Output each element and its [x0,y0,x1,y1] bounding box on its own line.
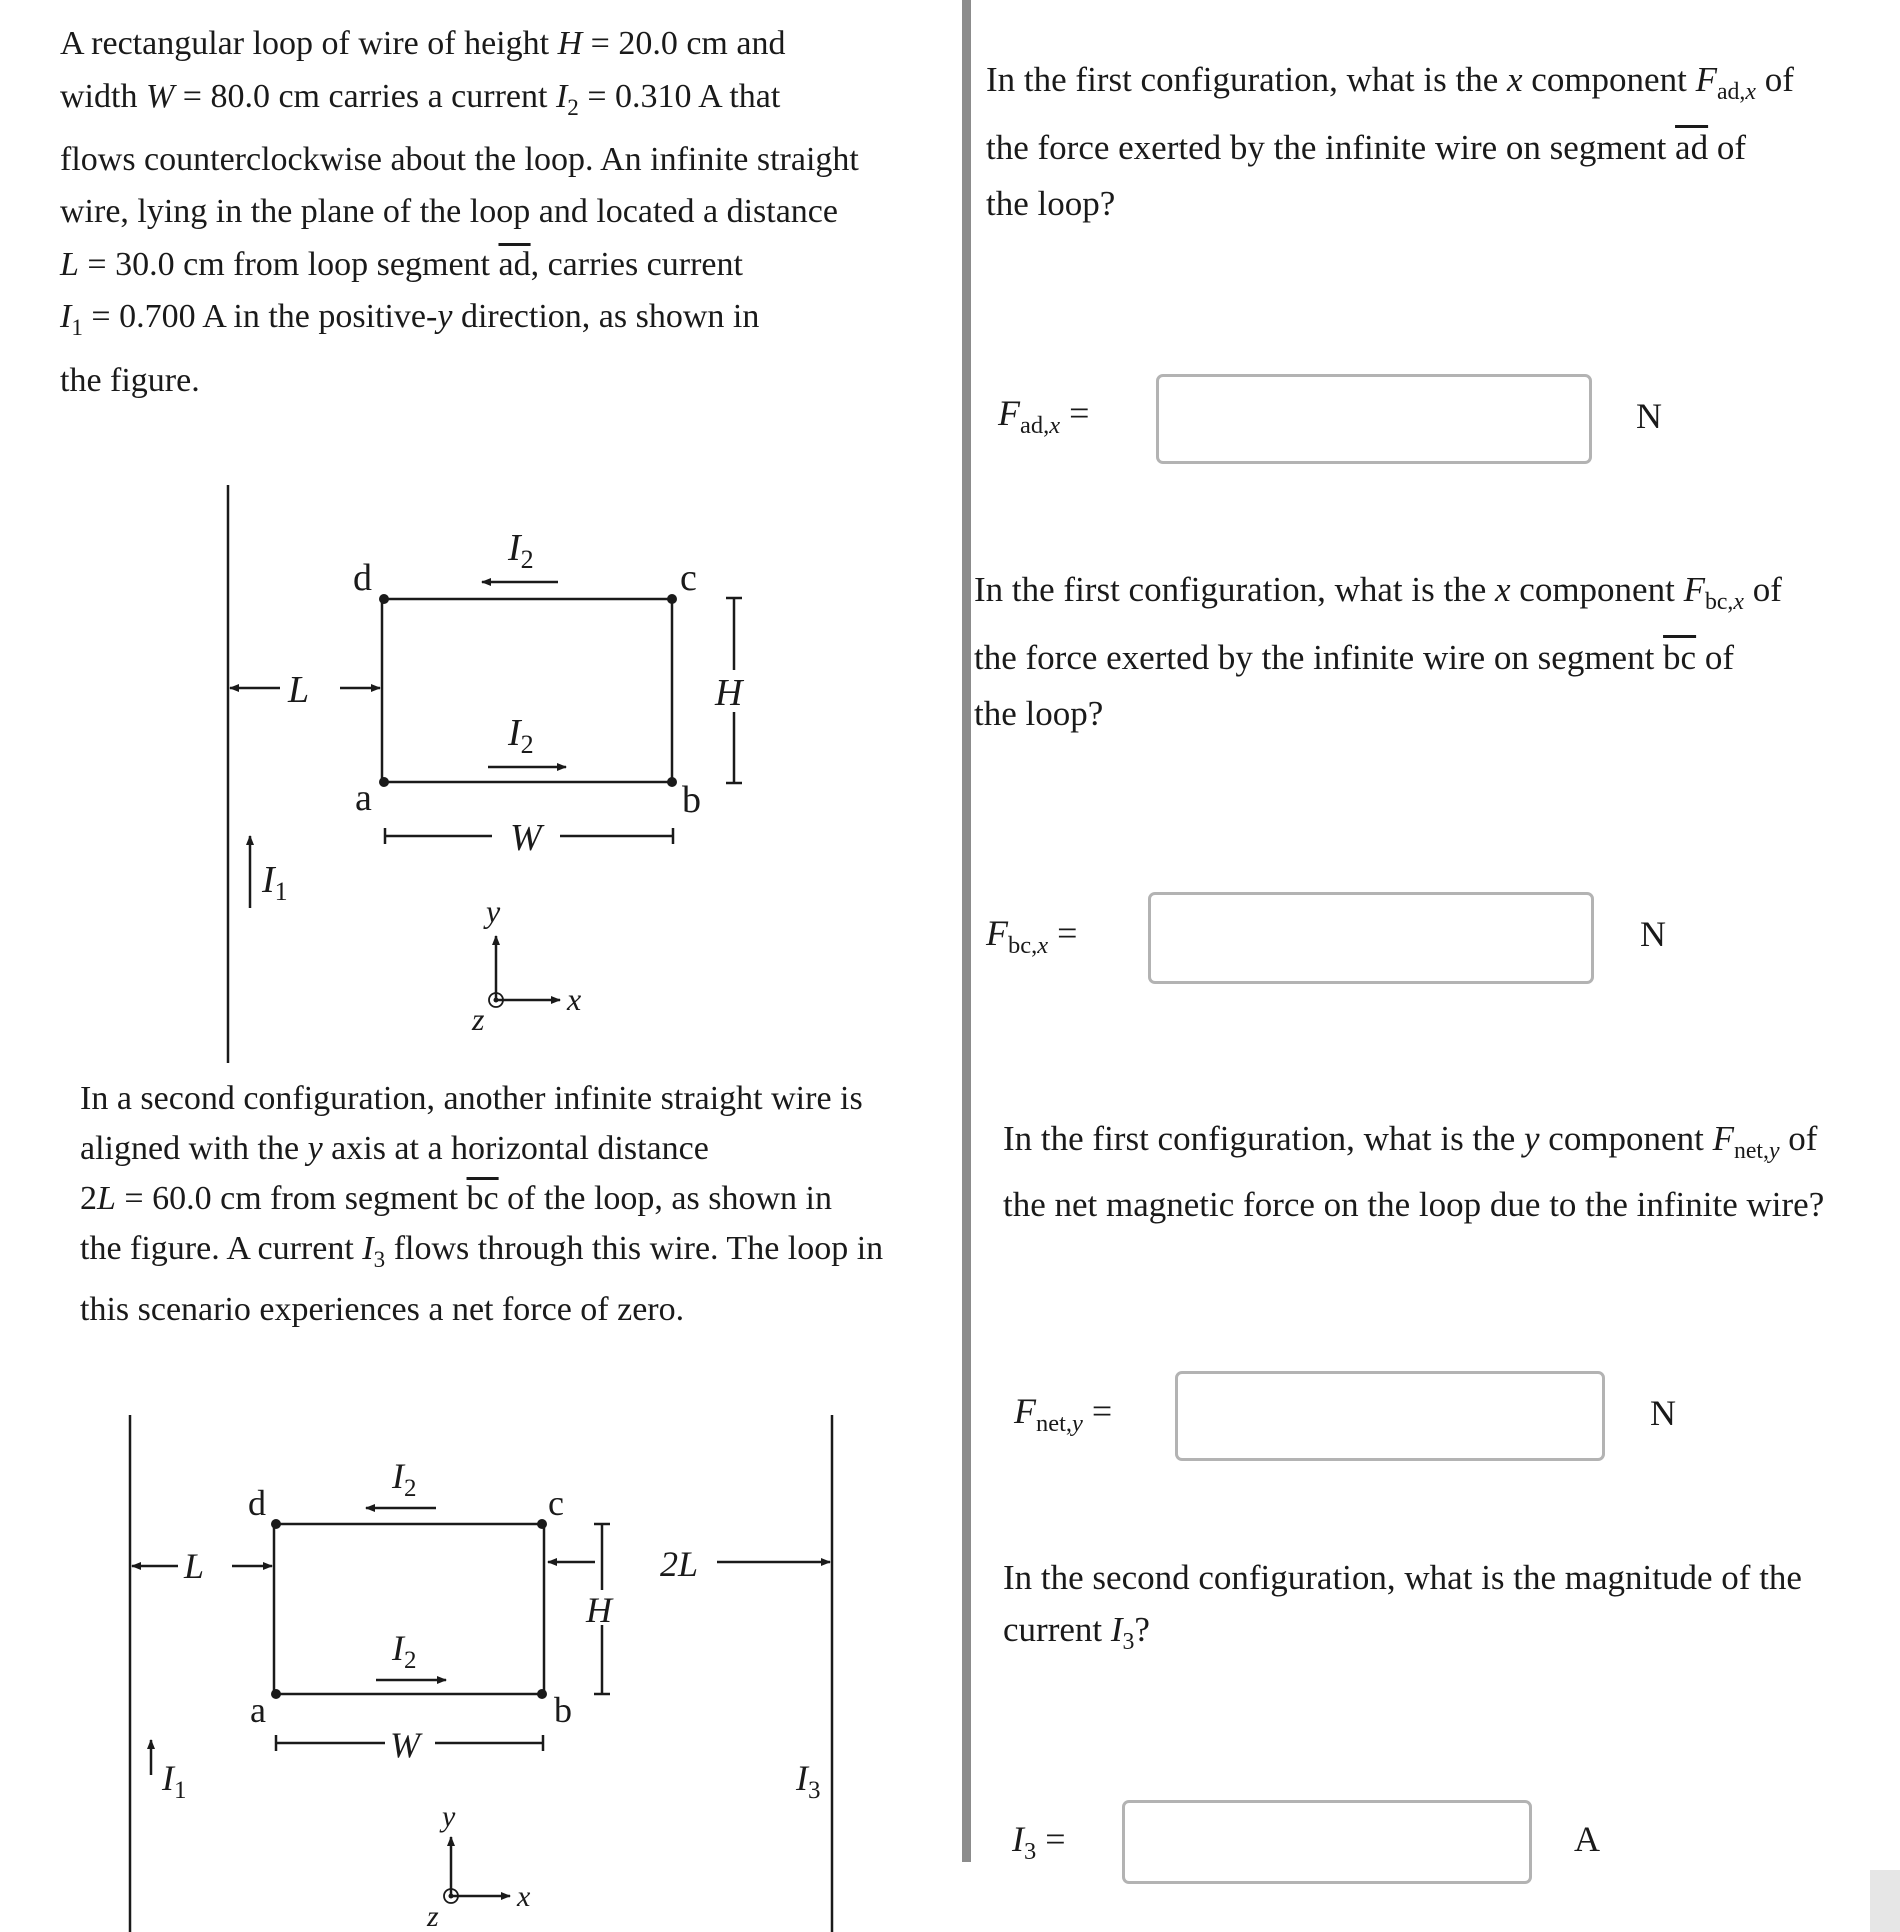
fig2-y: y [442,1800,456,1833]
fig2-I3: $I_3$ [796,1758,821,1804]
q4-label: $I_3$ = [1012,1819,1066,1866]
fig1-z: z [472,1001,485,1037]
fig1-c: c [680,557,697,599]
fig2-2L: 2L [660,1544,699,1584]
panel-divider [962,0,971,1862]
fig2-b: b [554,1690,572,1730]
second-config-text: In a second configuration, another infinite straight wire is aligned with the y axis at a horizontal distance 2L = 60.0 cm from segment $\overline{bc}$ of the loop, as shown in the figure. A current $I_3$ flows through this wire. The loop in this scenario experiences a net force of zero. [80,1080,884,1328]
fig1-H: H [715,672,743,714]
q1-unit: N [1636,396,1662,436]
q4-unit: A [1574,1819,1600,1859]
fig2-x: x [517,1880,531,1913]
fig2-a: a [250,1690,266,1730]
fig1-I2-top: $I_2$ [508,527,534,574]
q3-unit: N [1650,1393,1676,1433]
question-4-text: In the second configuration, what is the magnitude of the current $I_3$? [1003,1558,1802,1655]
fig1-b: b [682,779,701,821]
scrollbar-corner[interactable] [1870,1870,1900,1932]
q1-label: $F_{ad,x}$ = [998,393,1090,440]
fig2-I2-bot: $I_2$ [392,1628,417,1674]
fig1-y: y [486,893,501,929]
fig1-a: a [355,777,372,819]
q3-answer-input[interactable] [1175,1371,1605,1461]
fig2-d: d [248,1483,266,1523]
question-3-text: In the first configuration, what is the y component $F_{net,y}$ of the net magnetic force on the loop due to the infinite wire? [1003,1119,1825,1224]
fig1-W: W [510,817,542,859]
q1-answer-input[interactable] [1156,374,1592,464]
fig2-I2-top: $I_2$ [392,1456,417,1502]
fig1-I1: $I_1$ [262,859,288,906]
fig1-d: d [353,557,372,599]
fig1-L: L [288,669,310,711]
problem-intro: A rectangular loop of wire of height H = 20.0 cm and width W = 80.0 cm carries a current $I_2 = 0.310$ A that flows counterclockwise about the loop. An infinite straight wire, lying in the plane of the loop and located a distance L = 30.0 cm from loop segment $\overline{ad}$, carries current $I_1 = 0.700$ A in the positive-y direction, as shown in the figure. [60,25,859,399]
q3-label: $F_{net,y}$ = [1014,1391,1113,1438]
fig2-L: L [184,1546,205,1586]
fig1-I2-bot: $I_2$ [508,712,534,759]
question-2-text: In the first configuration, what is the x component $F_{bc,x}$ of the force exerted by the infinite wire on segment $\overline{bc}$ of the loop? [974,570,1782,733]
fig2-z: z [427,1900,439,1932]
q2-answer-input[interactable] [1148,892,1594,984]
q4-answer-input[interactable] [1122,1800,1532,1884]
fig1-x: x [567,981,582,1017]
fig2-I1: $I_1$ [162,1758,187,1804]
q2-unit: N [1640,914,1666,954]
q2-label: $F_{bc,x}$ = [986,913,1078,960]
fig2-W: W [390,1725,420,1765]
question-1-text: In the first configuration, what is the x component $F_{ad,x}$ of the force exerted by the infinite wire on segment $\overline{ad}$ of the loop? [986,60,1794,223]
fig2-H: H [586,1590,612,1630]
fig2-c: c [548,1483,564,1523]
